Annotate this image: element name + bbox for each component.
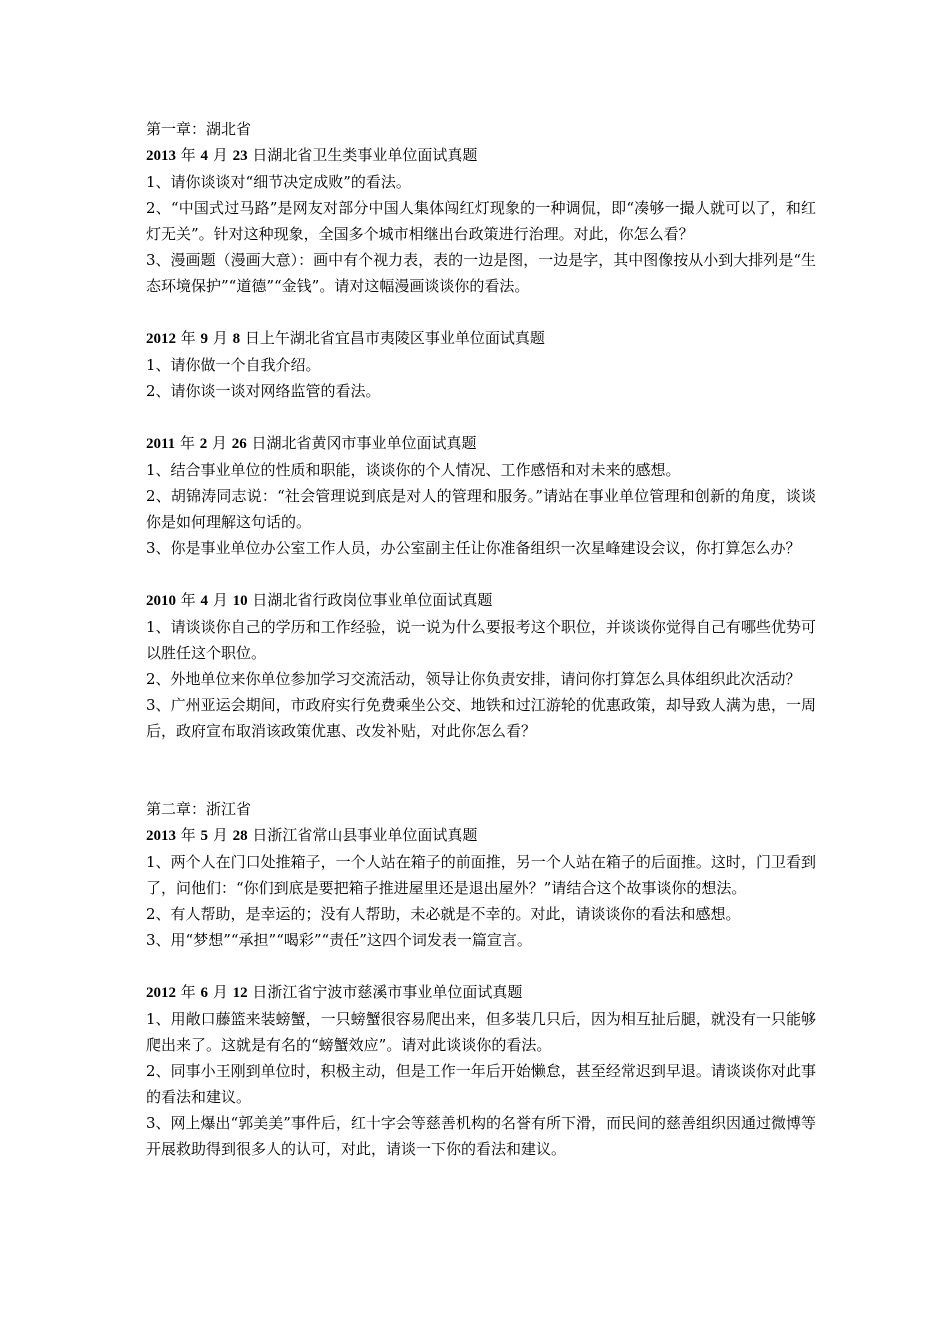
section-title: 2012 年 6 月 12 日浙江省宁波市慈溪市事业单位面试真题: [146, 983, 523, 1001]
spacer: [146, 404, 816, 430]
chapter-heading: 第二章：浙江省: [146, 800, 252, 818]
document-body: [146, 116, 816, 1162]
spacer: [146, 299, 816, 325]
section: [146, 142, 816, 299]
section-title: 2013 年 5 月 28 日浙江省常山县事业单位面试真题: [146, 826, 478, 844]
section: [146, 587, 816, 744]
section: [146, 822, 816, 953]
question-item: 2、请你谈一谈对网络监管的看法。: [146, 382, 381, 400]
question-item: 1、结合事业单位的性质和职能，谈谈你的个人情况、工作感悟和对未来的感想。: [146, 461, 681, 479]
spacer: [146, 953, 816, 979]
section-title: 2012 年 9 月 8 日上午湖北省宜昌市夷陵区事业单位面试真题: [146, 329, 545, 347]
question-item: 2、外地单位来你单位参加学习交流活动，领导让你负责安排，请问你打算怎么具体组织此次活动？: [146, 670, 801, 688]
section: [146, 325, 816, 404]
section: [146, 430, 816, 561]
section-title: 2010 年 4 月 10 日湖北省行政岗位事业单位面试真题: [146, 591, 493, 609]
question-item: 2、有人帮助，是幸运的；没有人帮助，未必就是不幸的。对此，请谈谈你的看法和感想。: [146, 905, 741, 923]
question-item: 1、用敞口藤篮来装螃蟹，一只螃蟹很容易爬出来，但多装几只后，因为相互扯后腿，就没有一只能够爬出来了。这就是有名的“螃蟹效应”。请对此谈谈你的看法。: [146, 1010, 816, 1054]
section-title: 2013 年 4 月 23 日湖北省卫生类事业单位面试真题: [146, 146, 478, 164]
question-item: 1、请你谈谈对“细节决定成败”的看法。: [146, 173, 411, 191]
question-item: 1、两个人在门口处推箱子，一个人站在箱子的前面推，另一个人站在箱子的后面推。这时，门卫看到了，问他们：“你们到底是要把箱子推进屋里还是退出屋外？”请结合这个故事谈你的想法。: [146, 853, 816, 897]
spacer: [146, 561, 816, 587]
question-item: 3、漫画题（漫画大意）：画中有个视力表，表的一边是图，一边是字，其中图像按从小到大排列是“生态环境保护”“道德”“金钱”。请对这幅漫画谈谈你的看法。: [146, 251, 816, 295]
question-item: 2、胡锦涛同志说：“社会管理说到底是对人的管理和服务。”请站在事业单位管理和创新的角度，谈谈你是如何理解这句话的。: [146, 487, 816, 531]
question-item: 3、广州亚运会期间，市政府实行免费乘坐公交、地铁和过江游轮的优惠政策，却导致人满为患，一周后，政府宣布取消该政策优惠、改发补贴，对此你怎么看？: [146, 696, 816, 740]
question-item: 1、请谈谈你自己的学历和工作经验，说一说为什么要报考这个职位，并谈谈你觉得自己有哪些优势可以胜任这个职位。: [146, 618, 816, 662]
section: [146, 979, 816, 1162]
question-item: 2、“中国式过马路”是网友对部分中国人集体闯红灯现象的一种调侃，即“凑够一撮人就可以了，和红灯无关”。针对这种现象，全国多个城市相继出台政策进行治理。对此，你怎么看？: [146, 199, 816, 243]
question-item: 2、同事小王刚到单位时，积极主动，但是工作一年后开始懒怠，甚至经常迟到早退。请谈谈你对此事的看法和建议。: [146, 1062, 816, 1106]
question-item: 3、用“梦想”“承担”“喝彩”“责任”这四个词发表一篇宣言。: [146, 931, 532, 949]
chapter-heading: 第一章：湖北省: [146, 120, 252, 138]
question-item: 3、网上爆出“郭美美”事件后，红十字会等慈善机构的名誉有所下滑，而民间的慈善组织因通过微博等开展救助得到很多人的认可，对此，请谈一下你的看法和建议。: [146, 1114, 816, 1158]
spacer: [146, 744, 816, 796]
question-item: 1、请你做一个自我介绍。: [146, 356, 321, 374]
section-title: 2011 年 2 月 26 日湖北省黄冈市事业单位面试真题: [146, 434, 477, 452]
question-item: 3、你是事业单位办公室工作人员，办公室副主任让你准备组织一次星峰建设会议，你打算怎么办？: [146, 539, 801, 557]
